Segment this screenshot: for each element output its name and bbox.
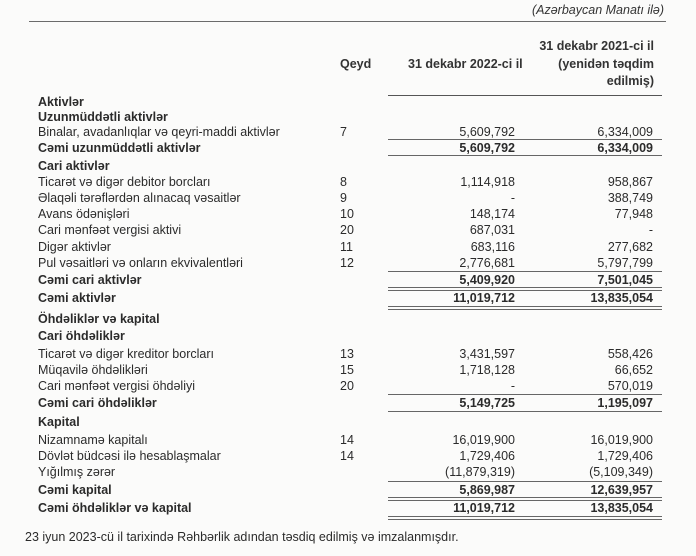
row-value-2022: 1,718,128 [459,363,515,377]
table-row [0,239,696,255]
row-note: 11 [340,240,353,254]
section-heading [0,311,696,327]
table-row [0,206,696,222]
row-label: Cəmi aktivlər [38,291,116,305]
row-label: Cəmi cari aktivlər [38,273,142,287]
row-value-2021: 6,334,009 [597,141,653,155]
column-header-2021-line3: edilmiş) [606,74,654,88]
row-value-2021: 16,019,900 [590,433,653,447]
row-value-2022: 5,149,725 [459,396,515,410]
row-label: Pul vəsaitləri və onların ekvivalentləri [38,256,243,270]
approval-statement: 23 iyun 2023-cü il tarixində Rəhbərlik adından təsdiq edilmiş və imzalanmışdır. [25,530,459,544]
row-label: Nizamnamə kapitalı [38,433,148,447]
subtotal-row [0,272,696,288]
row-label: Binalar, avadanlıqlar və qeyri-maddi aktivlər [38,125,280,139]
row-label: Digər aktivlər [38,240,111,254]
row-value-2021: - [648,223,653,237]
row-value-2022: (11,879,319) [445,465,515,479]
row-value-2022: 11,019,712 [453,291,515,305]
row-label: Kapital [38,415,80,429]
row-label: Cari mənfəət vergisi öhdəliyi [38,379,196,393]
row-label: Cəmi uzunmüddətli aktivlər [38,141,201,155]
row-value-2022: 2,776,681 [459,256,515,270]
row-label: Cəmi cari öhdəliklər [38,396,157,410]
row-value-2021: 6,334,009 [597,125,653,139]
row-note: 12 [340,256,354,270]
column-header-note: Qeyd [340,57,372,71]
row-label: Öhdəliklər və kapital [38,312,160,326]
row-value-2022: 148,174 [469,207,515,221]
row-value-2021: 13,835,054 [590,501,653,515]
row-note: 15 [340,363,354,377]
row-note: 14 [340,433,354,447]
row-note: 13 [340,347,354,361]
table-row [0,464,696,480]
column-header-2021-line1: 31 dekabr 2021-ci il [539,39,654,53]
row-value-2022: 3,431,597 [459,347,515,361]
table-row [0,174,696,190]
row-value-2022: - [510,191,515,205]
subtotal-rule [388,155,662,156]
total-row [0,290,696,306]
row-value-2021: 12,639,957 [590,483,653,497]
subtotal-row [0,395,696,411]
row-value-2021: 558,426 [607,347,653,361]
row-label: Dövlət büdcəsi ilə hesablaşmalar [38,449,221,463]
row-value-2022: 1,729,406 [459,449,515,463]
row-label: Avans ödənişləri [38,207,130,221]
row-value-2021: 1,195,097 [597,396,653,410]
row-label: Cəmi kapital [38,483,112,497]
row-label: Aktivlər [38,95,84,109]
row-value-2021: 1,729,406 [597,449,653,463]
row-label: Müqavilə öhdəlikləri [38,363,148,377]
currency-note: (Azərbaycan Manatı ilə) [531,3,664,17]
row-value-2022: 5,869,987 [459,483,515,497]
subtotal-row [0,482,696,498]
row-value-2022: 11,019,712 [453,501,515,515]
subsection-heading [0,414,696,430]
row-value-2021: 13,835,054 [590,291,653,305]
top-divider [29,21,666,22]
row-label: Cəmi öhdəliklər və kapital [38,501,192,515]
column-header-2021-line2: (yenidən təqdim [558,56,654,71]
total-double-rule [388,306,662,310]
row-value-2022: 683,116 [470,240,515,254]
row-value-2021: 388,749 [607,191,653,205]
row-note: 8 [340,175,347,189]
row-value-2022: 5,609,792 [459,141,515,155]
row-label: Cari mənfəət vergisi aktivi [38,223,182,237]
column-header-2021 [539,38,654,91]
row-value-2022: 16,019,900 [452,433,515,447]
row-value-2021: (5,109,349) [589,465,653,479]
total-double-rule [388,516,662,520]
subsection-heading [0,328,696,344]
row-value-2021: 277,682 [607,240,653,254]
row-note: 7 [340,125,347,139]
row-note: 10 [340,207,354,221]
table-row [0,124,696,140]
table-row [0,362,696,378]
row-label: Əlaqəli tərəflərdən alınacaq vəsaitlər [38,191,241,205]
row-value-2022: - [510,379,515,393]
row-value-2022: 5,609,792 [459,125,515,139]
row-value-2021: 5,797,799 [597,256,653,270]
table-row [0,346,696,362]
row-value-2021: 77,948 [614,207,653,221]
row-value-2021: 570,019 [607,379,653,393]
row-value-2022: 5,409,920 [459,273,515,287]
row-value-2022: 1,114,918 [460,175,515,189]
row-value-2021: 7,501,045 [597,273,653,287]
subsection-heading [0,158,696,174]
table-row [0,190,696,206]
row-label: Cari öhdəliklər [38,329,125,343]
table-row [0,432,696,448]
row-note: 20 [340,379,354,393]
row-label: Ticarət və digər kreditor borcları [38,347,214,361]
table-row [0,378,696,394]
section-heading [0,94,696,110]
table-row [0,448,696,464]
subtotal-row [0,140,696,156]
table-row [0,222,696,238]
row-value-2021: 66,652 [614,363,653,377]
row-note: 9 [340,191,347,205]
row-note: 14 [340,449,354,463]
row-note: 20 [340,223,354,237]
row-label: Uzunmüddətli aktivlər [38,110,168,124]
row-label: Cari aktivlər [38,159,110,173]
row-value-2022: 687,031 [469,223,515,237]
subtotal-rule [388,411,662,412]
row-label: Ticarət və digər debitor borcları [38,175,211,189]
row-value-2021: 958,867 [607,175,653,189]
table-row [0,255,696,271]
total-row [0,500,696,516]
row-label: Yığılmış zərər [38,465,116,479]
column-header-2022: 31 dekabr 2022-ci il [408,57,523,71]
subsection-heading [0,109,696,125]
